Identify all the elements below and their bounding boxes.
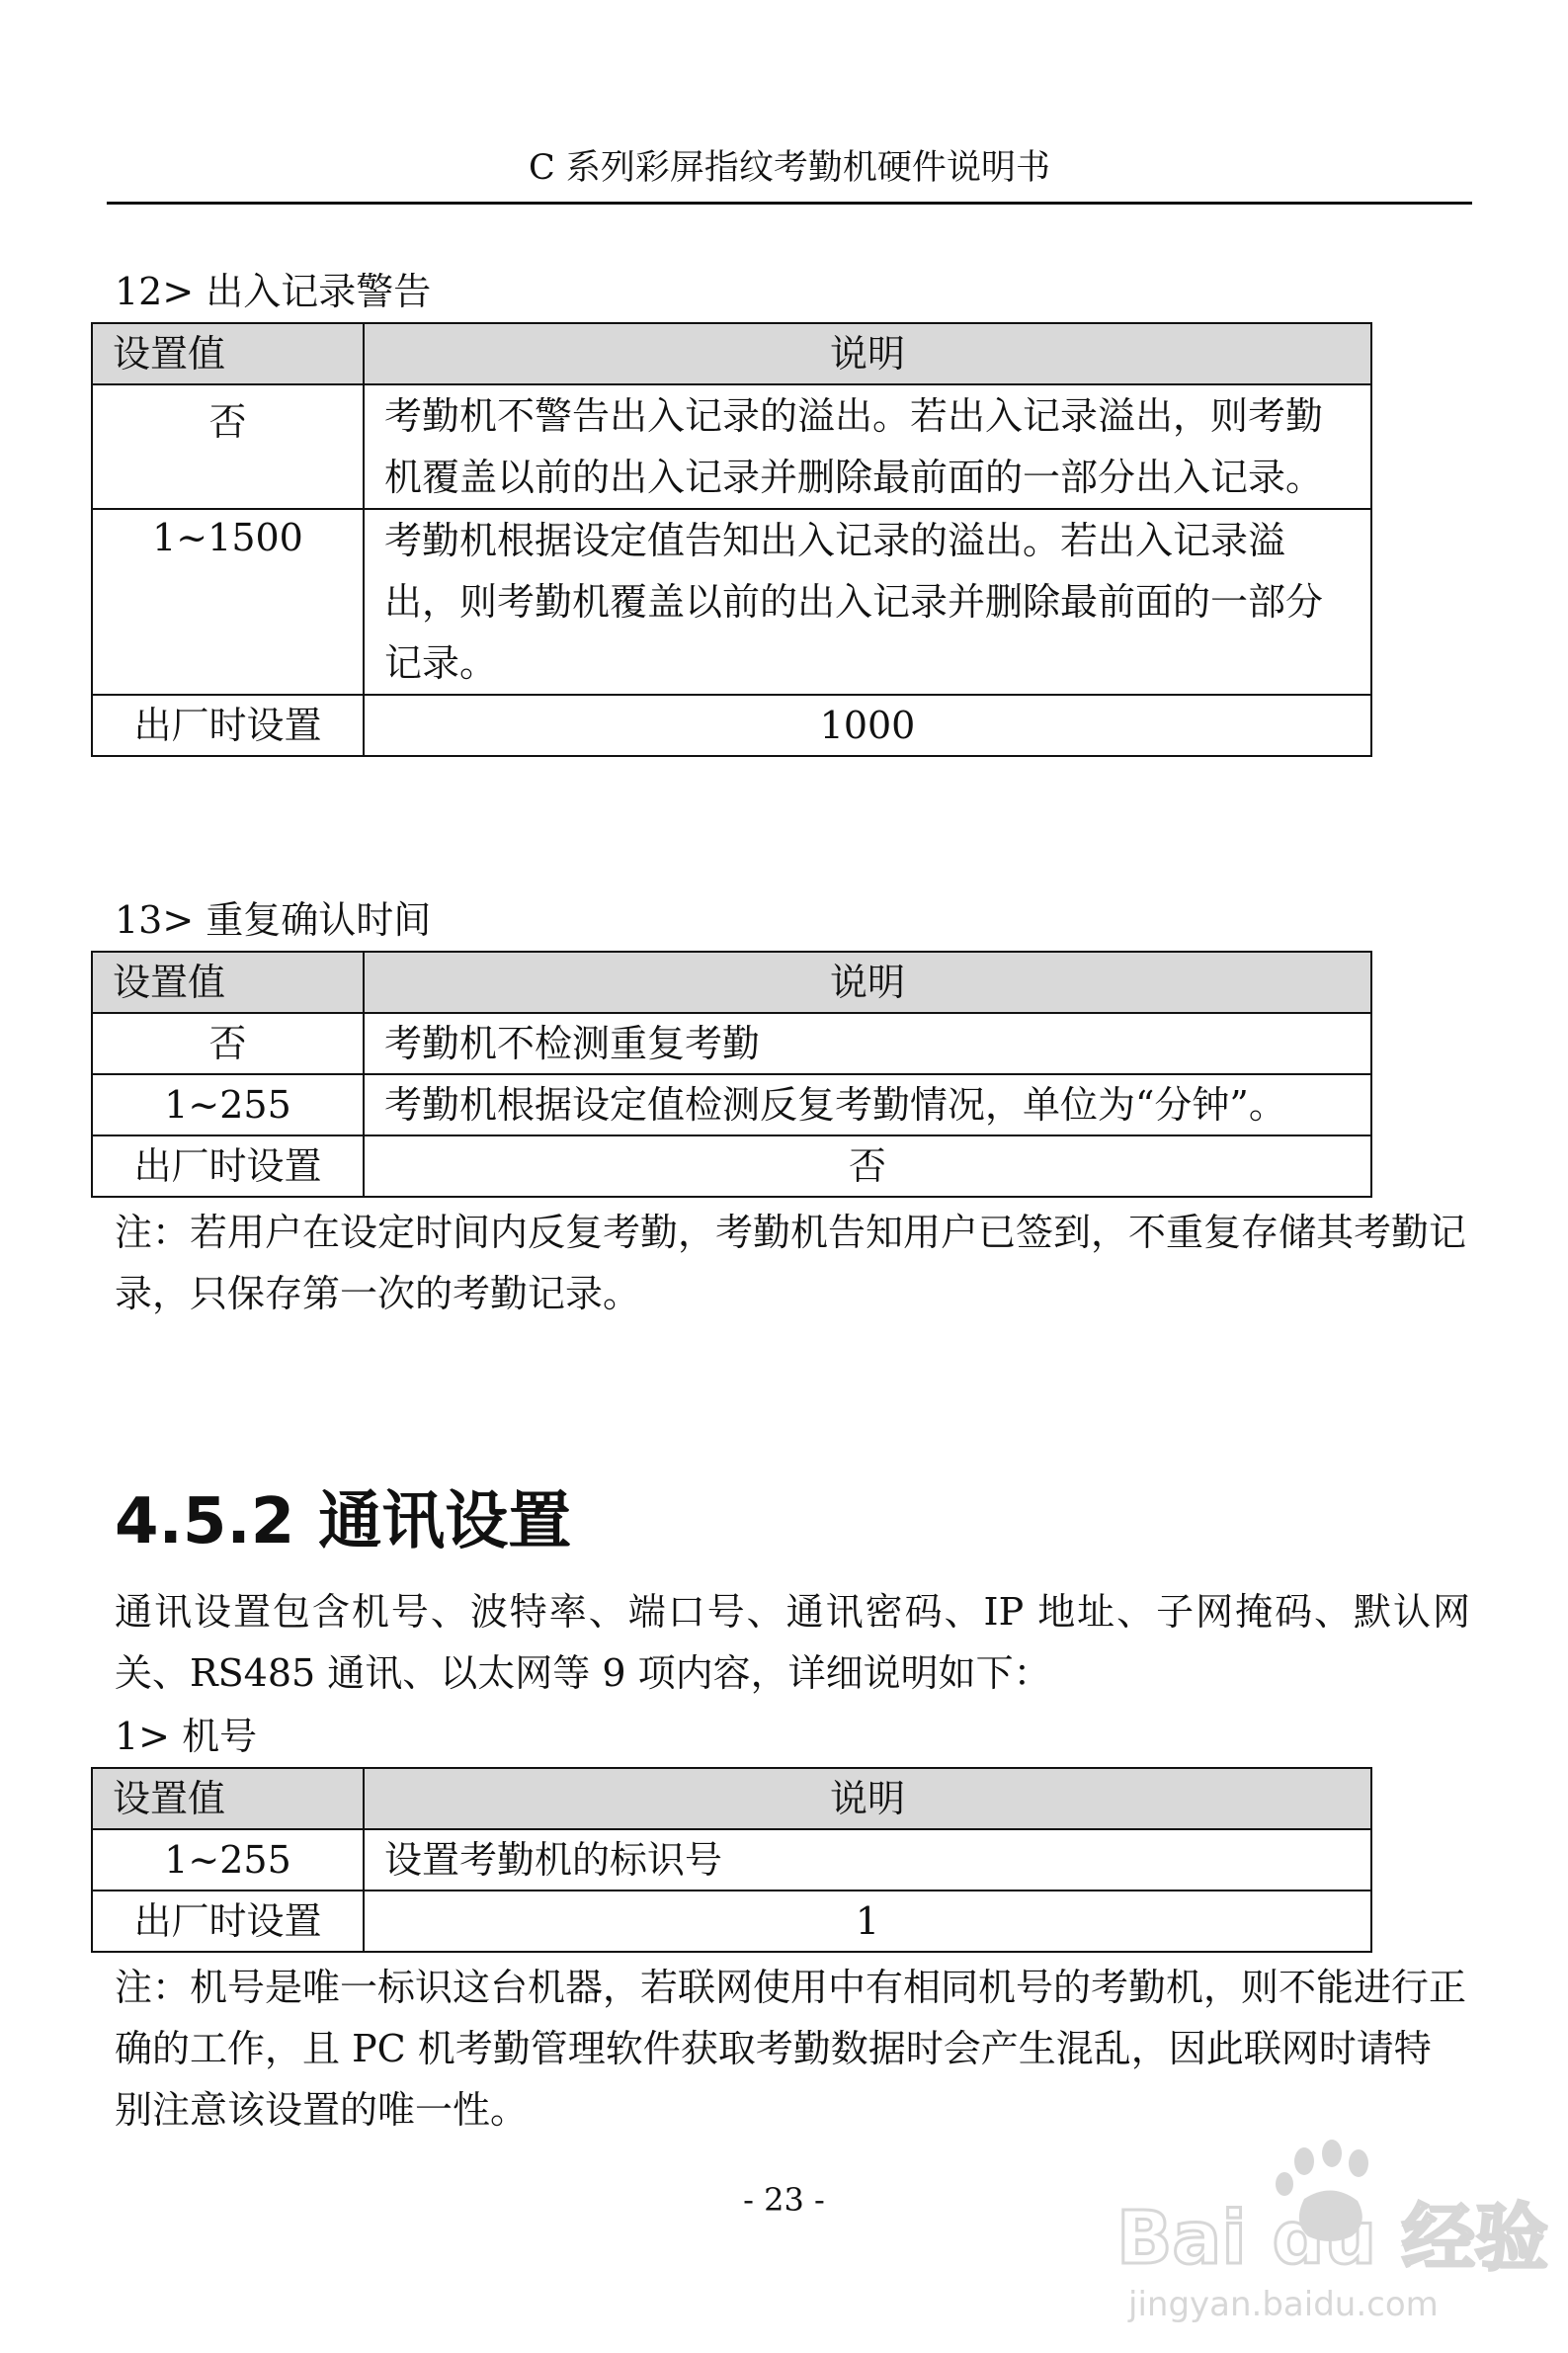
table-header-row	[92, 952, 1371, 1013]
header-description: 说明	[364, 323, 1371, 384]
section-13-table	[91, 951, 1372, 1198]
factory-default-row	[92, 1891, 1371, 1952]
header-description: 说明	[364, 952, 1371, 1013]
section-1-note: 注：机号是唯一标识这台机器，若联网使用中有相同机号的考勤机，则不能进行正确的工作，且 PC 机考勤管理软件获取考勤数据时会产生混乱，因此联网时请特别注意该设置的唯一性。	[115, 1966, 1467, 2132]
setting-value: 1~1500	[92, 509, 364, 695]
factory-value: 1000	[364, 695, 1371, 756]
factory-value: 否	[364, 1135, 1371, 1197]
running-header: C 系列彩屏指纹考勤机硬件说明书	[529, 148, 1050, 188]
setting-value: 1~255	[92, 1829, 364, 1891]
section-12-heading: 12> 出入记录警告	[115, 270, 432, 313]
section-title-text: 通讯设置	[318, 1485, 572, 1558]
factory-value: 1	[364, 1891, 1371, 1952]
watermark-url: jingyan.baidu.com	[1128, 2285, 1439, 2324]
setting-description: 考勤机不警告出入记录的溢出。若出入记录溢出，则考勤机覆盖以前的出入记录并删除最前面的一部分出入记录。	[364, 384, 1371, 509]
factory-label: 出厂时设置	[92, 1135, 364, 1197]
table-row	[92, 509, 1371, 695]
table-row	[92, 1013, 1371, 1074]
section-intro: 通讯设置包含机号、波特率、端口号、通讯密码、IP 地址、子网掩码、默认网关、RS485 通讯、以太网等 9 项内容，详细说明如下：	[115, 1590, 1470, 1695]
table-row	[92, 1074, 1371, 1135]
header-description: 说明	[364, 1768, 1371, 1829]
section-13-note: 注：若用户在设定时间内反复考勤，考勤机告知用户已签到，不重复存储其考勤记录，只保存第一次的考勤记录。	[115, 1211, 1467, 1315]
section-13	[91, 897, 1469, 1324]
table-row	[92, 1829, 1371, 1891]
setting-description: 考勤机根据设定值检测反复考勤情况，单位为“分钟”。	[364, 1074, 1371, 1135]
section-number: 4.5.2	[115, 1485, 295, 1558]
header-setting: 设置值	[92, 323, 364, 384]
setting-value: 1~255	[92, 1074, 364, 1135]
section-12	[91, 269, 1469, 757]
watermark-brand: Bai du 经验	[1116, 2196, 1548, 2281]
factory-label: 出厂时设置	[92, 1891, 364, 1952]
paw-icon	[1107, 2130, 1548, 2327]
section-13-heading: 13> 重复确认时间	[115, 898, 432, 942]
header-rule	[107, 202, 1472, 205]
header-setting: 设置值	[92, 952, 364, 1013]
header-setting: 设置值	[92, 1768, 364, 1829]
section-1-heading: 1> 机号	[115, 1715, 258, 1758]
setting-value: 否	[92, 384, 364, 509]
page-number: - 23 -	[743, 2181, 825, 2219]
factory-label: 出厂时设置	[92, 695, 364, 756]
table-header-row	[92, 1768, 1371, 1829]
section-1-table	[91, 1767, 1372, 1953]
section-1	[91, 1714, 1469, 2141]
setting-description: 设置考勤机的标识号	[364, 1829, 1371, 1891]
table-row	[92, 384, 1371, 509]
setting-description: 考勤机不检测重复考勤	[364, 1013, 1371, 1074]
section-title	[115, 1482, 571, 1561]
setting-description: 考勤机根据设定值告知出入记录的溢出。若出入记录溢出，则考勤机覆盖以前的出入记录并删除最前面的一部分记录。	[364, 509, 1371, 695]
watermark-logo	[1107, 2130, 1548, 2327]
table-header-row	[92, 323, 1371, 384]
setting-value: 否	[92, 1013, 364, 1074]
section-12-table	[91, 322, 1372, 757]
factory-default-row	[92, 695, 1371, 756]
factory-default-row	[92, 1135, 1371, 1197]
